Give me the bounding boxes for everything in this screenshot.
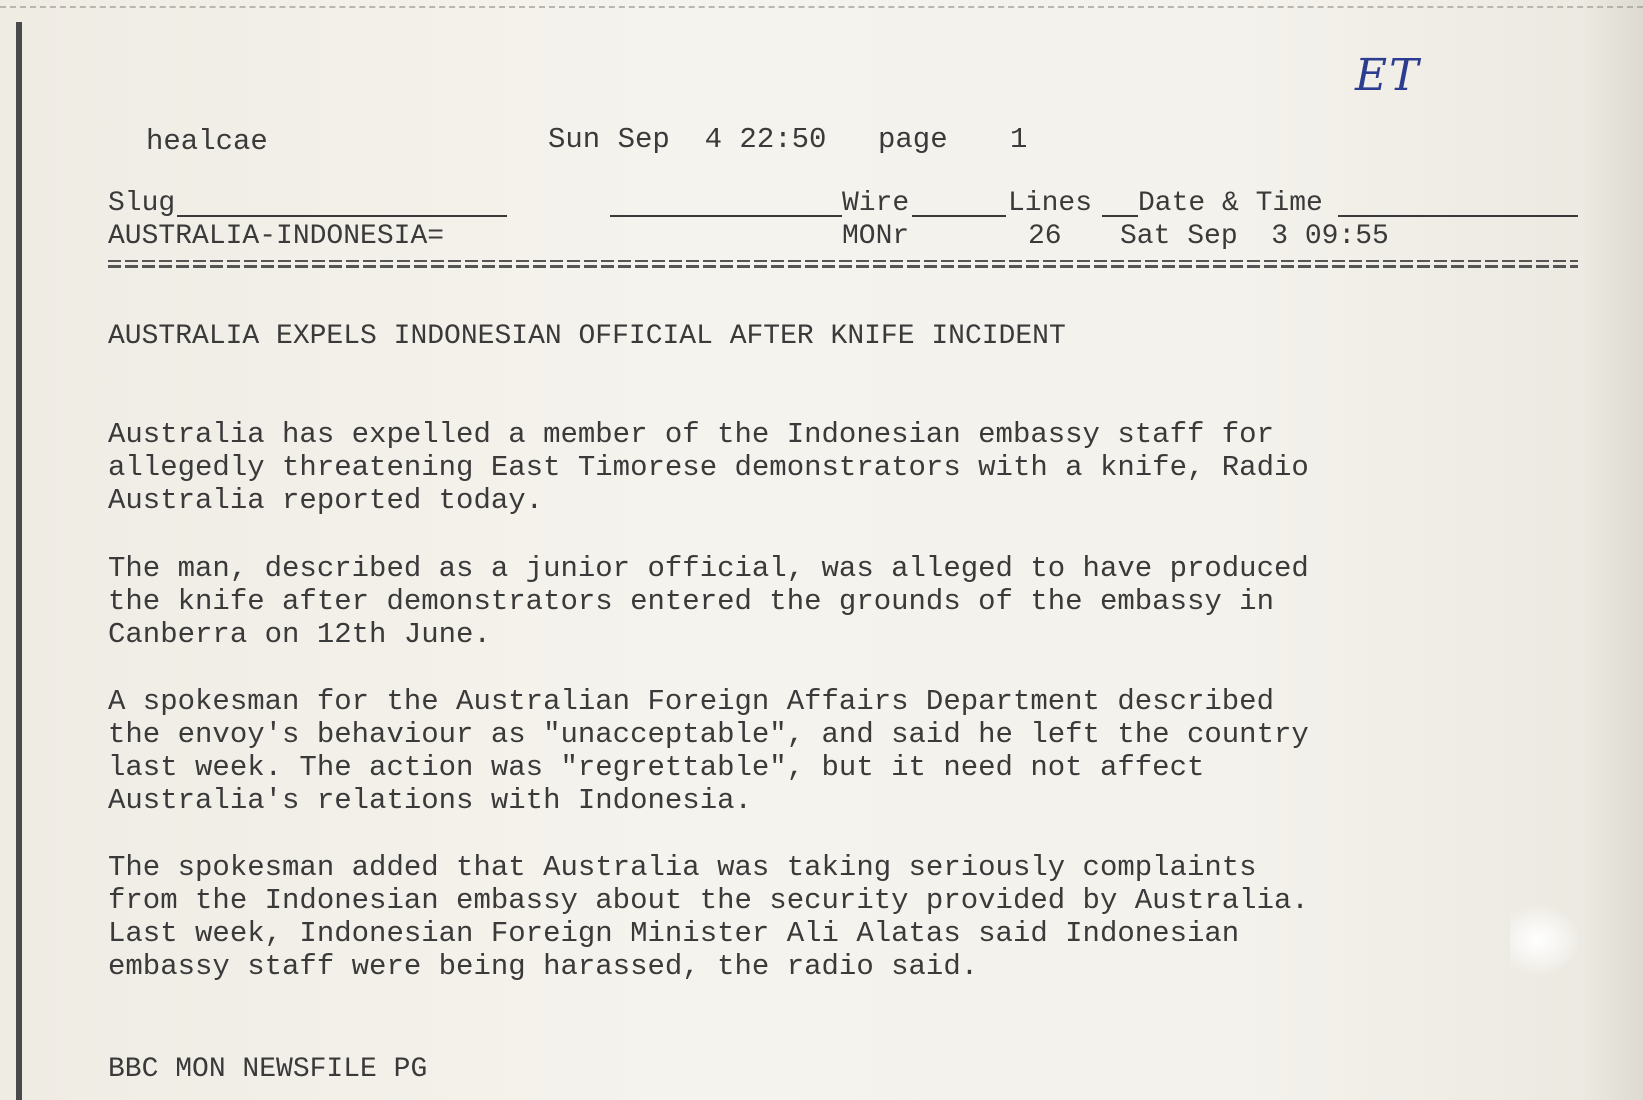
datetime-label: Date & Time (1138, 188, 1323, 219)
wire-value: MONr (842, 221, 910, 252)
header-datetime: Sun Sep 4 22:50 (548, 123, 827, 156)
paper-tear (1510, 905, 1580, 975)
field-underline (1102, 215, 1138, 217)
field-underline (912, 215, 1006, 217)
header-page-label: page (878, 123, 948, 156)
body-paragraph: A spokesman for the Australian Foreign Affairs Department described the envoy's behaviour as "unacceptable", and said he left the country last week. The action was "regrettable", but it need not affect Australia's relations with Indonesia. (108, 685, 1309, 817)
wire-label: Wire (842, 188, 910, 219)
footer-source: BBC MON NEWSFILE PG (108, 1054, 428, 1085)
lines-label: Lines (1008, 188, 1093, 219)
body-paragraph: The spokesman added that Australia was taking seriously complaints from the Indonesian embassy about the security provided by Australia. Last week, Indonesian Foreign Minister Ali Alatas said Indonesian embassy staff were being harassed, the radio said. (108, 851, 1309, 983)
headline: AUSTRALIA EXPELS INDONESIAN OFFICIAL AFTER KNIFE INCIDENT (108, 321, 1066, 352)
handwritten-annotation: ET (1355, 50, 1421, 101)
field-underline (610, 215, 842, 217)
double-rule-separator (108, 260, 1578, 268)
left-margin-rule (16, 22, 22, 1100)
header-user: healcae (146, 125, 268, 158)
lines-value: 26 (1028, 221, 1062, 252)
body-paragraph: The man, described as a junior official, was alleged to have produced the knife after demonstrators entered the grounds of the embassy in Canberra on 12th June. (108, 552, 1309, 651)
field-underline (1338, 215, 1578, 217)
perforated-edge (0, 6, 1643, 8)
slug-value: AUSTRALIA-INDONESIA= (108, 221, 445, 252)
header-page-number: 1 (1010, 123, 1028, 156)
datetime-value: Sat Sep 3 09:55 (1120, 221, 1389, 252)
page-shadow (1583, 0, 1643, 1100)
slug-label: Slug (108, 188, 176, 219)
field-underline (177, 215, 507, 217)
body-paragraph: Australia has expelled a member of the Indonesian embassy staff for allegedly threatening East Timorese demonstrators with a knife, Radio Australia reported today. (108, 418, 1309, 517)
